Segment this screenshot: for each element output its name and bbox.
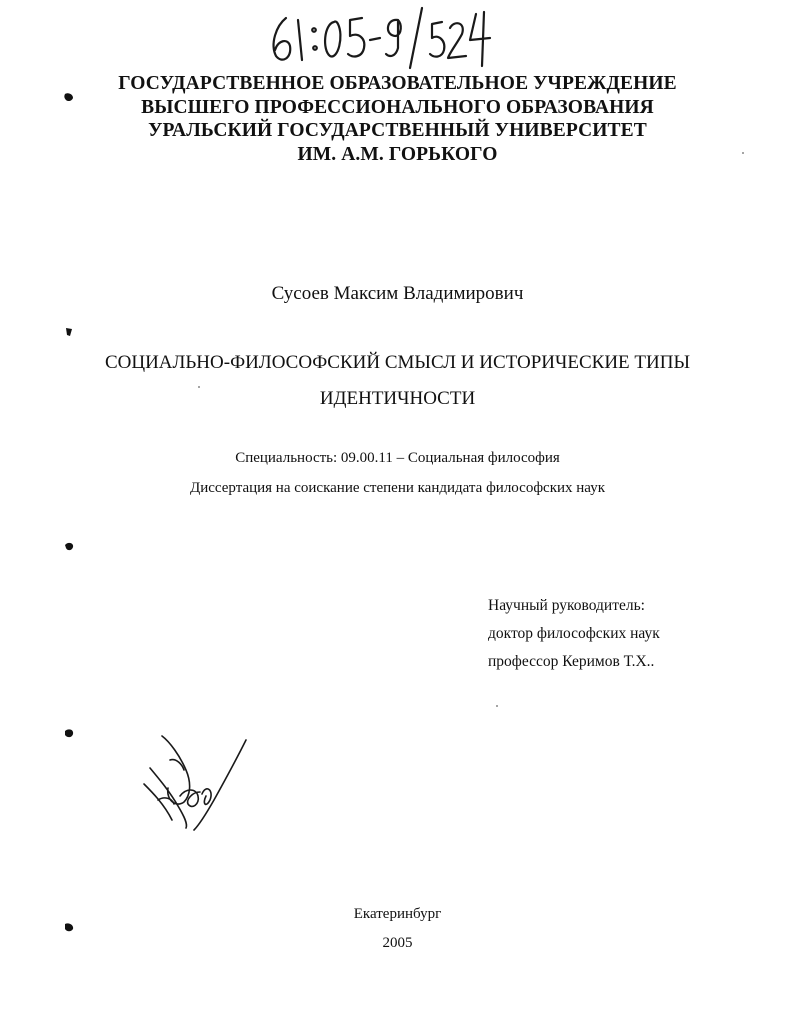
- year: 2005: [382, 935, 413, 951]
- binding-hole-mark: [62, 726, 76, 740]
- title-line: СОЦИАЛЬНО-ФИЛОСОФСКИЙ СМЫСЛ И ИСТОРИЧЕСКИЕ ТИПЫ: [104, 352, 691, 373]
- supervisor-name: профессор Керимов Т.Х..: [488, 653, 655, 670]
- institution-line: ВЫСШЕГО ПРОФЕССИОНАЛЬНОГО ОБРАЗОВАНИЯ: [141, 96, 654, 118]
- institution-line: ГОСУДАРСТВЕННОЕ ОБРАЗОВАТЕЛЬНОЕ УЧРЕЖДЕНИЕ: [118, 73, 677, 94]
- binding-hole-mark: [62, 539, 76, 553]
- degree-line: Диссертация на соискание степени кандидата философских наук: [189, 480, 605, 496]
- institution-line: ИМ. А.М. ГОРЬКОГО: [297, 143, 498, 165]
- specialty-line: Специальность: 09.00.11 – Социальная философия: [235, 450, 560, 466]
- supervisor-degree: доктор философских наук: [488, 625, 660, 642]
- binding-hole-mark: [62, 325, 76, 339]
- handwritten-catalog-code: [262, 0, 492, 72]
- city: Екатеринбург: [353, 906, 442, 922]
- author-name: Сусоев Максим Владимирович: [271, 283, 524, 304]
- scan-speck: [496, 705, 498, 707]
- dissertation-title: [0, 345, 795, 417]
- supervisor-label: Научный руководитель:: [488, 597, 645, 614]
- institution-header: [0, 72, 795, 166]
- supervisor-block: [488, 592, 660, 676]
- title-line: ИДЕНТИЧНОСТИ: [319, 388, 476, 409]
- supervisor-signature: [140, 730, 260, 835]
- institution-line: УРАЛЬСКИЙ ГОСУДАРСТВЕННЫЙ УНИВЕРСИТЕТ: [148, 120, 647, 141]
